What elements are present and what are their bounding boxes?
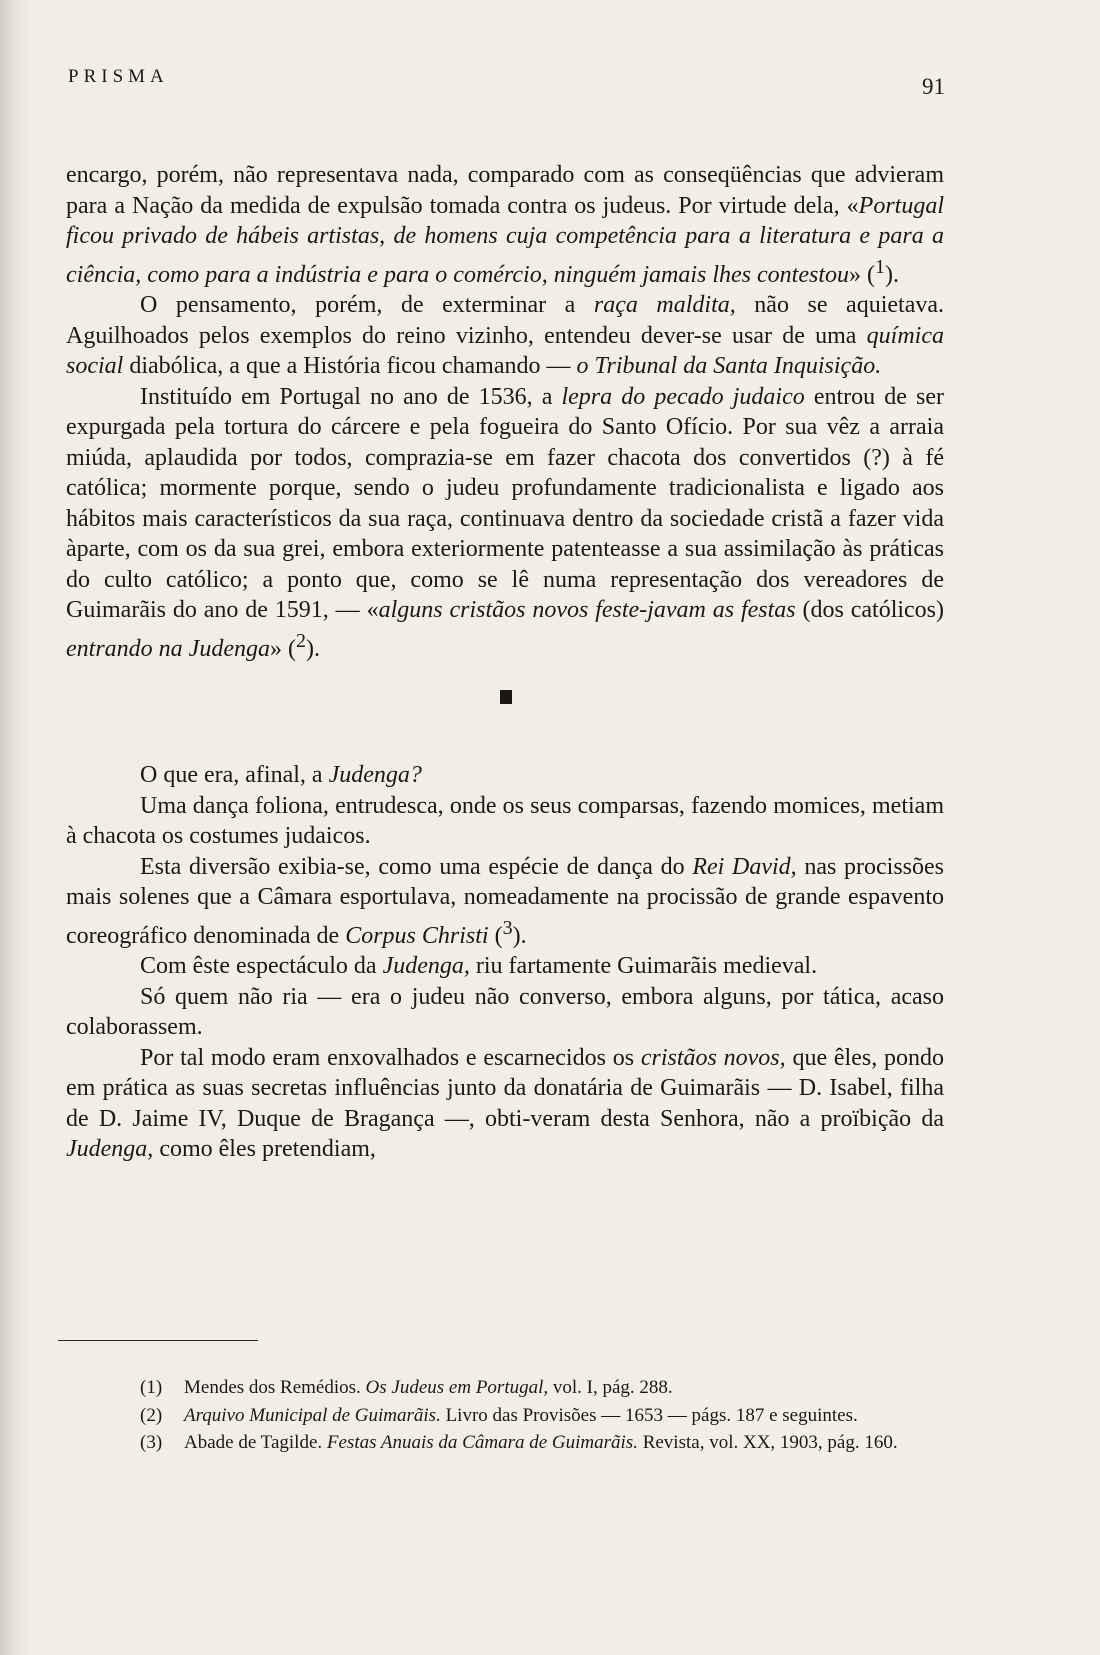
paragraph: Com êste espectáculo da Judenga, riu fartamente Guimarãis medieval. [140, 953, 818, 979]
paragraph: Só quem não ria — era o judeu não converso, embora alguns, por tática, acaso colaborassem. [66, 983, 944, 1040]
main-text [66, 160, 944, 1165]
footnote: (3) Abade de Tagilde. Festas Anuais da Câmara de Guimarãis. Revista, vol. XX, 1903, pág. 160. [58, 1431, 936, 1456]
paragraph: encargo, porém, não representava nada, comparado com as conseqüências que advieram para a Nação da medida de expulsão tomada contra os judeus. Por virtude dela, «Portugal ficou privado de hábeis artistas, de homens cuja competência para a literatura e para a ciência, como para a indústria e para o comércio, ninguém jamais lhes contestou» ($^1$). [66, 162, 944, 288]
footnote-ref: 1 [875, 255, 885, 278]
paragraph: Por tal modo eram enxovalhados e escarnecidos os cristãos novos, que êles, pondo em prática as suas secretas influências junto da donatária de Guimarãis — D. Isabel, filha de D. Jaime IV, Duque de Bragança —, obti-veram desta Senhora, não a proïbição da Judenga, como êles pretendiam, [66, 1044, 944, 1162]
footnote-ref: 2 [295, 629, 306, 652]
section-break-ornament [66, 664, 944, 760]
footnote-number: (1) [140, 1377, 163, 1398]
footnotes [58, 1376, 936, 1459]
footnote: (2) Arquivo Municipal de Guimarãis. Livro das Provisões — 1653 — págs. 187 e seguintes. [58, 1404, 936, 1429]
running-head: PRISMA [68, 66, 169, 87]
footnote-rule [58, 1340, 258, 1341]
paragraph: Uma dança foliona, entrudesca, onde os seus comparsas, fazendo momices, metiam à chacota os costumes judaicos. [66, 792, 944, 849]
footnote-ref: 3 [502, 916, 513, 939]
footnote: (1) Mendes dos Remédios. Os Judeus em Portugal, vol. I, pág. 288. [58, 1376, 936, 1401]
footnote-number: (2) [140, 1404, 163, 1426]
paragraph: Esta diversão exibia-se, como uma espécie de dança do Rei David, nas procissões mais solenes que a Câmara esportulava, nomeadamente na procissão de grande espavento coreográfico denominada de Corpus Christi ($^3$). [66, 853, 944, 949]
page-number: 91 [922, 74, 945, 99]
paragraph: O que era, afinal, a Judenga? [140, 762, 422, 788]
square-bullet-icon [500, 690, 512, 704]
paragraph: O pensamento, porém, de exterminar a raça maldita, não se aquietava. Aguilhoados pelos exemplos do reino vizinho, entendeu dever-se usar de uma química social diabólica, a que a História ficou chamando — o Tribunal da Santa Inquisição. [66, 292, 945, 379]
quotation: Portugal ficou privado de hábeis artistas, de homens cuja competência para a literatura e para a ciência, como para a indústria e para o comércio, ninguém jamais lhes contestou [66, 192, 944, 288]
footnote-number: (3) [140, 1432, 163, 1453]
paragraph: Instituído em Portugal no ano de 1536, a lepra do pecado judaico entrou de ser expurgada pela tortura do cárcere e pela fogueira do Santo Ofício. Por sua vêz a arraia miúda, aplaudida por todos, comprazia-se em fazer chacota dos convertidos (?) à fé católica; mormente porque, sendo o judeu profundamente tradicionalista e ligado aos hábitos mais característicos da sua raça, continuava dentro da sociedade cristã a fazer vida àparte, com os da sua grei, embora exteriormente patenteasse a sua assimilação às práticas do culto católico; a ponto que, como se lê numa representação dos vereadores de Guimarãis do ano de 1591, — «alguns cristãos novos feste-javam as festas (dos católicos) entrando na Judenga» ($^2$). [66, 383, 945, 662]
